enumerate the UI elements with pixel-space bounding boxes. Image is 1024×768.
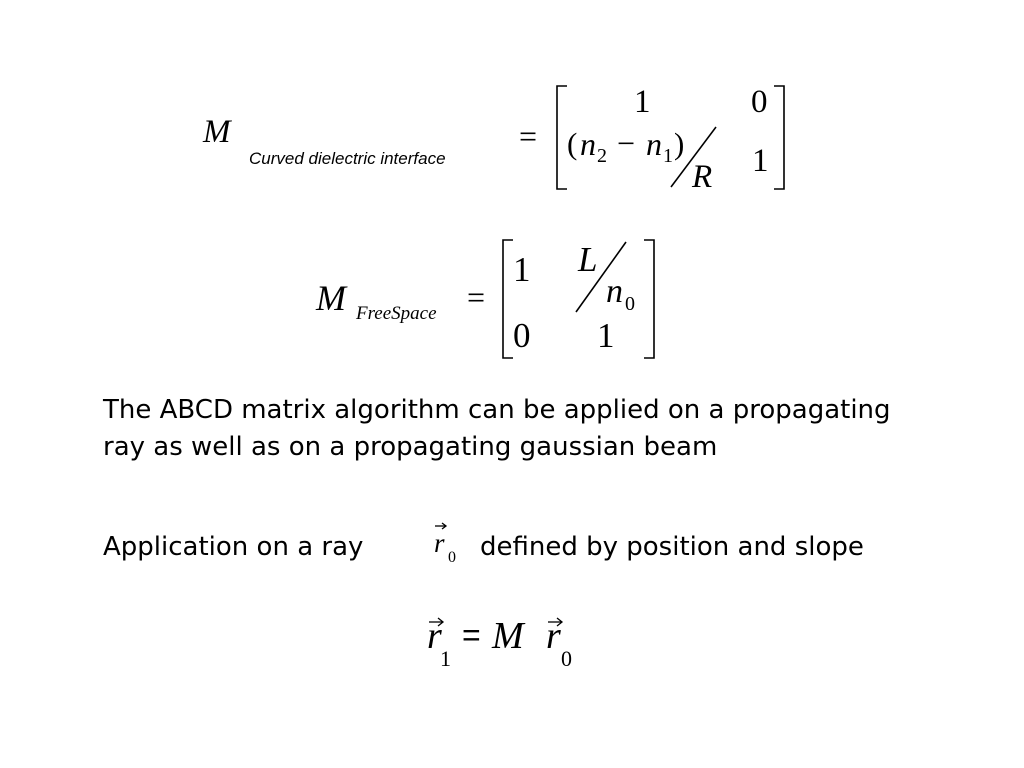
matrix-symbol: M	[492, 615, 524, 657]
application-prefix: Application on a ray	[103, 532, 364, 562]
matrix-element-21: 0	[513, 316, 531, 355]
vector-r0: r	[546, 615, 561, 657]
equals-sign: =	[467, 279, 486, 315]
left-bracket	[557, 86, 567, 189]
symbol-n0: n	[606, 273, 623, 310]
matrix-subscript: Curved dielectric interface	[249, 149, 446, 168]
open-paren: (	[567, 126, 578, 161]
matrix-element-22: 1	[752, 143, 769, 179]
vector-subscript: 0	[448, 549, 456, 566]
left-bracket	[503, 240, 513, 358]
subscript-0: 0	[625, 293, 635, 315]
application-suffix: defined by position and slope	[480, 532, 864, 562]
matrix-symbol: M	[203, 114, 231, 150]
symbol-n1: n	[646, 126, 662, 162]
vector-r1: r	[427, 615, 442, 657]
subscript-1: 1	[663, 145, 673, 167]
matrix-element-11: 1	[634, 84, 651, 120]
close-paren: )	[674, 126, 685, 161]
vector-r: r	[434, 528, 445, 558]
right-bracket	[644, 240, 654, 358]
subscript-2: 2	[597, 145, 607, 167]
matrix-symbol: M	[316, 278, 346, 318]
minus-sign: −	[617, 125, 636, 161]
subscript-1: 1	[440, 646, 451, 671]
symbol-n2: n	[580, 126, 596, 162]
equals-sign: =	[462, 617, 481, 653]
symbol-L: L	[578, 240, 598, 279]
symbol-R: R	[692, 159, 713, 195]
matrix-subscript: FreeSpace	[356, 303, 437, 324]
right-bracket	[774, 86, 784, 189]
matrix-element-11: 1	[513, 250, 531, 289]
matrix-element-22: 1	[597, 316, 615, 355]
equals-sign: =	[519, 118, 538, 154]
matrix-element-12: 0	[751, 84, 768, 120]
description-paragraph: The ABCD matrix algorithm can be applied on a propagating ray as well as on a propagating gaussian beam	[103, 395, 891, 462]
subscript-0: 0	[561, 646, 572, 671]
